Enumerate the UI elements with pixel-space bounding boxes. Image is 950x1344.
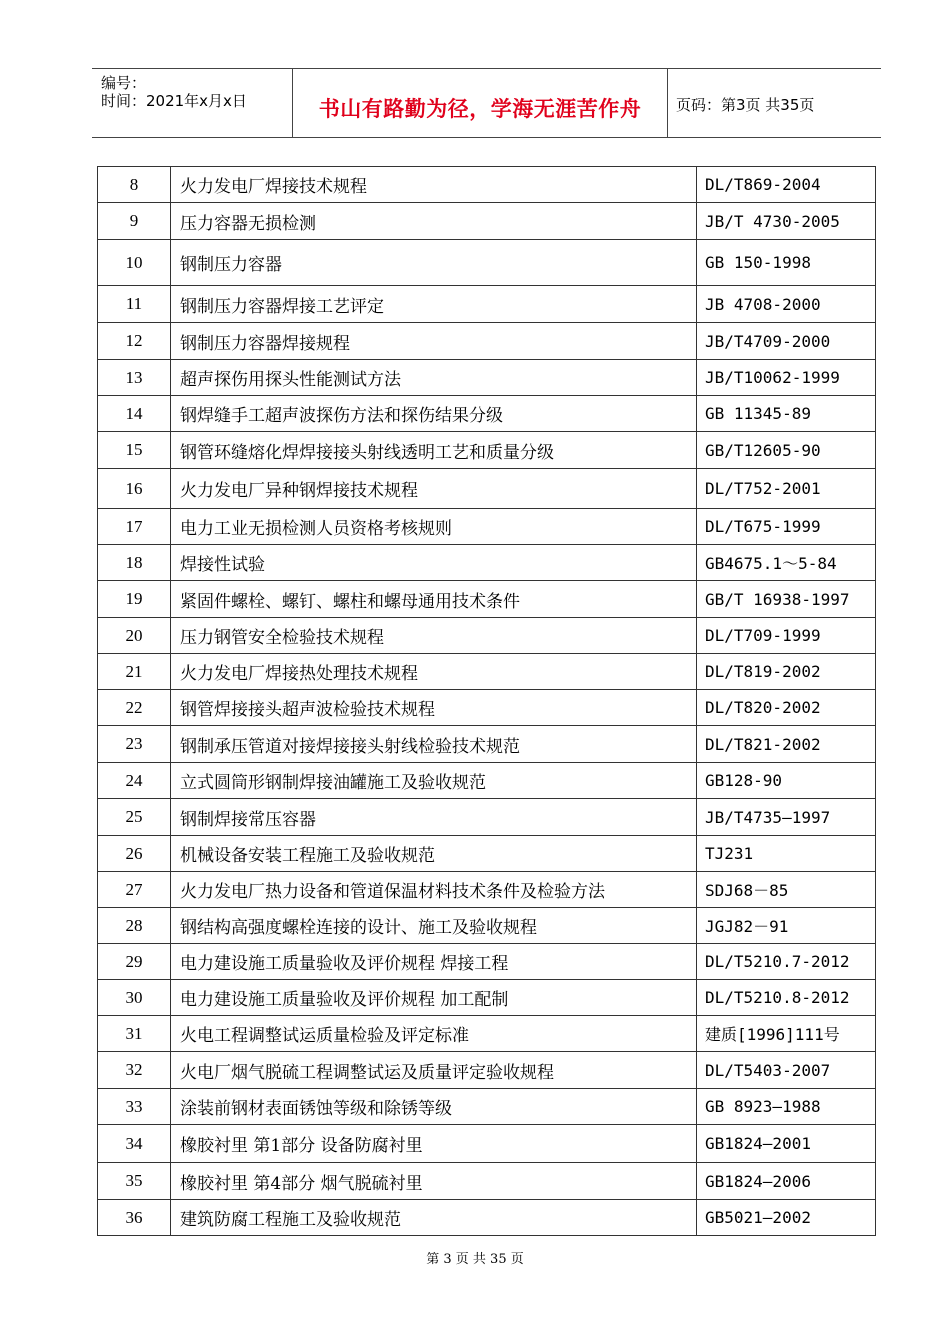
table-row (98, 432, 876, 469)
standard-code: GB1824—2001 (697, 1125, 876, 1163)
row-number: 10 (98, 240, 171, 286)
table-row (98, 654, 876, 690)
table-row (98, 944, 876, 980)
standard-name: 电力建设施工质量验收及评价规程 加工配制 (171, 980, 697, 1016)
standard-code: GB 150-1998 (697, 240, 876, 286)
standard-name: 钢管焊接接头超声波检验技术规程 (171, 690, 697, 726)
standard-code: DL/T5210.7-2012 (697, 944, 876, 980)
table-row (98, 1016, 876, 1052)
row-number: 20 (98, 618, 171, 654)
row-number: 32 (98, 1052, 171, 1089)
standard-code: JB 4708-2000 (697, 286, 876, 323)
table-row (98, 836, 876, 872)
table-row (98, 545, 876, 581)
standard-name: 火电厂烟气脱硫工程调整试运及质量评定验收规程 (171, 1052, 697, 1089)
table-row (98, 763, 876, 799)
standard-name: 火电工程调整试运质量检验及评定标准 (171, 1016, 697, 1052)
table-row (98, 509, 876, 545)
standard-code: GB/T12605-90 (697, 432, 876, 469)
table-row (98, 1125, 876, 1163)
page-header (92, 68, 881, 138)
standard-name: 火力发电厂焊接热处理技术规程 (171, 654, 697, 690)
standards-table (97, 166, 876, 1236)
document-number-label: 编号： (101, 74, 147, 92)
standard-code: GB 8923—1988 (697, 1089, 876, 1125)
row-number: 19 (98, 581, 171, 618)
table-row (98, 469, 876, 509)
row-number: 36 (98, 1200, 171, 1236)
standard-code: GB5021—2002 (697, 1200, 876, 1236)
row-number: 13 (98, 360, 171, 396)
standard-name: 橡胶衬里 第1部分 设备防腐衬里 (171, 1125, 697, 1163)
row-number: 22 (98, 690, 171, 726)
table-row (98, 286, 876, 323)
row-number: 17 (98, 509, 171, 545)
standard-code: DL/T819-2002 (697, 654, 876, 690)
table-row (98, 690, 876, 726)
header-meta-cell (92, 69, 292, 137)
standard-name: 钢制压力容器 (171, 240, 697, 286)
standard-name: 钢制焊接常压容器 (171, 799, 697, 836)
standard-code: DL/T752-2001 (697, 469, 876, 509)
row-number: 31 (98, 1016, 171, 1052)
row-number: 30 (98, 980, 171, 1016)
standard-name: 超声探伤用探头性能测试方法 (171, 360, 697, 396)
header-page-cell (667, 69, 881, 137)
standard-code: DL/T821-2002 (697, 726, 876, 763)
standards-table-body (98, 167, 876, 1236)
standard-code: JGJ82－91 (697, 908, 876, 944)
table-row (98, 360, 876, 396)
standard-code: DL/T5210.8-2012 (697, 980, 876, 1016)
standard-code: 建质[1996]111号 (697, 1016, 876, 1052)
table-row (98, 396, 876, 432)
standard-name: 机械设备安装工程施工及验收规范 (171, 836, 697, 872)
standard-code: DL/T709-1999 (697, 618, 876, 654)
standard-code: DL/T5403-2007 (697, 1052, 876, 1089)
standard-name: 压力容器无损检测 (171, 203, 697, 240)
standard-name: 焊接性试验 (171, 545, 697, 581)
table-row (98, 581, 876, 618)
standard-name: 橡胶衬里 第4部分 烟气脱硫衬里 (171, 1163, 697, 1200)
row-number: 12 (98, 323, 171, 360)
standard-name: 紧固件螺栓、螺钉、螺柱和螺母通用技术条件 (171, 581, 697, 618)
header-motto-cell (292, 69, 668, 137)
header-motto: 书山有路勤为径，学海无涯苦作舟 (318, 97, 642, 121)
table-row (98, 799, 876, 836)
standard-code: GB128-90 (697, 763, 876, 799)
standard-name: 建筑防腐工程施工及验收规范 (171, 1200, 697, 1236)
table-row (98, 872, 876, 908)
row-number: 18 (98, 545, 171, 581)
row-number: 27 (98, 872, 171, 908)
page-footer: 第 3 页 共 35 页 (426, 1252, 524, 1267)
standard-code: GB 11345-89 (697, 396, 876, 432)
standard-code: DL/T820-2002 (697, 690, 876, 726)
standard-code: DL/T869-2004 (697, 167, 876, 203)
row-number: 34 (98, 1125, 171, 1163)
row-number: 26 (98, 836, 171, 872)
standard-name: 钢管环缝熔化焊焊接接头射线透明工艺和质量分级 (171, 432, 697, 469)
row-number: 24 (98, 763, 171, 799)
table-row (98, 726, 876, 763)
standard-name: 钢焊缝手工超声波探伤方法和探伤结果分级 (171, 396, 697, 432)
standard-name: 压力钢管安全检验技术规程 (171, 618, 697, 654)
table-row (98, 240, 876, 286)
table-row (98, 1163, 876, 1200)
standard-code: GB4675.1～5-84 (697, 545, 876, 581)
row-number: 9 (98, 203, 171, 240)
standard-code: GB/T 16938-1997 (697, 581, 876, 618)
standard-name: 立式圆筒形钢制焊接油罐施工及验收规范 (171, 763, 697, 799)
row-number: 15 (98, 432, 171, 469)
row-number: 8 (98, 167, 171, 203)
table-row (98, 1200, 876, 1236)
row-number: 14 (98, 396, 171, 432)
row-number: 33 (98, 1089, 171, 1125)
row-number: 21 (98, 654, 171, 690)
standard-name: 钢制压力容器焊接工艺评定 (171, 286, 697, 323)
row-number: 28 (98, 908, 171, 944)
table-row (98, 1052, 876, 1089)
table-row (98, 203, 876, 240)
standard-code: SDJ68－85 (697, 872, 876, 908)
standard-code: JB/T4709-2000 (697, 323, 876, 360)
table-row (98, 323, 876, 360)
standard-code: JB/T10062-1999 (697, 360, 876, 396)
document-time-label: 时间：2021年x月x日 (101, 92, 247, 110)
standard-name: 钢制压力容器焊接规程 (171, 323, 697, 360)
table-row (98, 167, 876, 203)
standard-code: GB1824—2006 (697, 1163, 876, 1200)
table-row (98, 618, 876, 654)
standard-name: 钢结构高强度螺栓连接的设计、施工及验收规程 (171, 908, 697, 944)
table-row (98, 1089, 876, 1125)
row-number: 16 (98, 469, 171, 509)
standard-name: 火力发电厂焊接技术规程 (171, 167, 697, 203)
table-row (98, 908, 876, 944)
row-number: 23 (98, 726, 171, 763)
standard-name: 火力发电厂异种钢焊接技术规程 (171, 469, 697, 509)
standard-code: JB/T 4730-2005 (697, 203, 876, 240)
row-number: 35 (98, 1163, 171, 1200)
header-page-number: 页码：第3页 共35页 (676, 96, 815, 114)
standard-code: JB/T4735—1997 (697, 799, 876, 836)
row-number: 29 (98, 944, 171, 980)
standard-name: 火力发电厂热力设备和管道保温材料技术条件及检验方法 (171, 872, 697, 908)
standard-name: 钢制承压管道对接焊接接头射线检验技术规范 (171, 726, 697, 763)
table-row (98, 980, 876, 1016)
standard-name: 电力建设施工质量验收及评价规程 焊接工程 (171, 944, 697, 980)
standard-code: TJ231 (697, 836, 876, 872)
standard-name: 涂装前钢材表面锈蚀等级和除锈等级 (171, 1089, 697, 1125)
standard-code: DL/T675-1999 (697, 509, 876, 545)
standard-name: 电力工业无损检测人员资格考核规则 (171, 509, 697, 545)
row-number: 11 (98, 286, 171, 323)
row-number: 25 (98, 799, 171, 836)
